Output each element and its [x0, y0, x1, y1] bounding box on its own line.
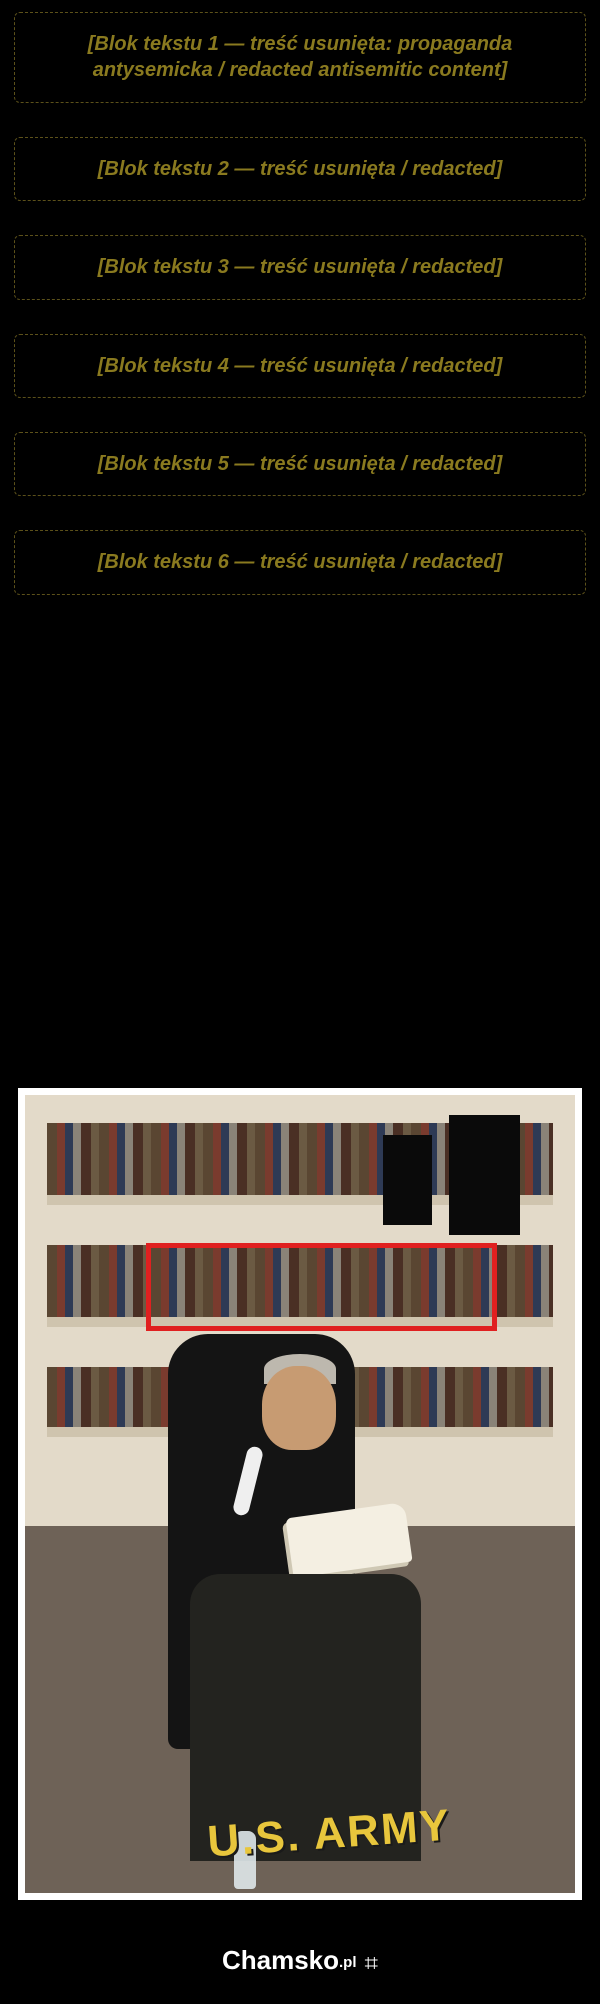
site-watermark — [0, 1945, 600, 1978]
photo-redaction-box — [383, 1135, 433, 1225]
photo-redaction-box — [449, 1115, 521, 1235]
framed-photo — [18, 1088, 582, 1900]
meme-paragraph-3: [Blok tekstu 3 — treść usunięta / redacted] — [14, 235, 586, 299]
person-figure — [262, 1366, 336, 1450]
watermark-logo-icon: ⌗ — [364, 1950, 379, 1977]
meme-paragraph-6: [Blok tekstu 6 — treść usunięta / redacted] — [14, 530, 586, 594]
meme-text-column — [0, 0, 600, 595]
meme-paragraph-2: [Blok tekstu 2 — treść usunięta / redacted] — [14, 137, 586, 201]
watermark-brand: Chamsko — [221, 1945, 340, 1975]
meme-paragraph-5: [Blok tekstu 5 — treść usunięta / redacted] — [14, 432, 586, 496]
watermark-tld: .pl — [339, 1954, 357, 1971]
red-annotation-rectangle — [146, 1243, 497, 1331]
meme-paragraph-1: [Blok tekstu 1 — treść usunięta: propaganda antysemicka / redacted antisemitic content] — [14, 12, 586, 103]
sweatshirt-text: U.S. ARMY — [205, 1800, 453, 1867]
meme-paragraph-4: [Blok tekstu 4 — treść usunięta / redacted] — [14, 334, 586, 398]
photo-scene — [25, 1095, 575, 1893]
